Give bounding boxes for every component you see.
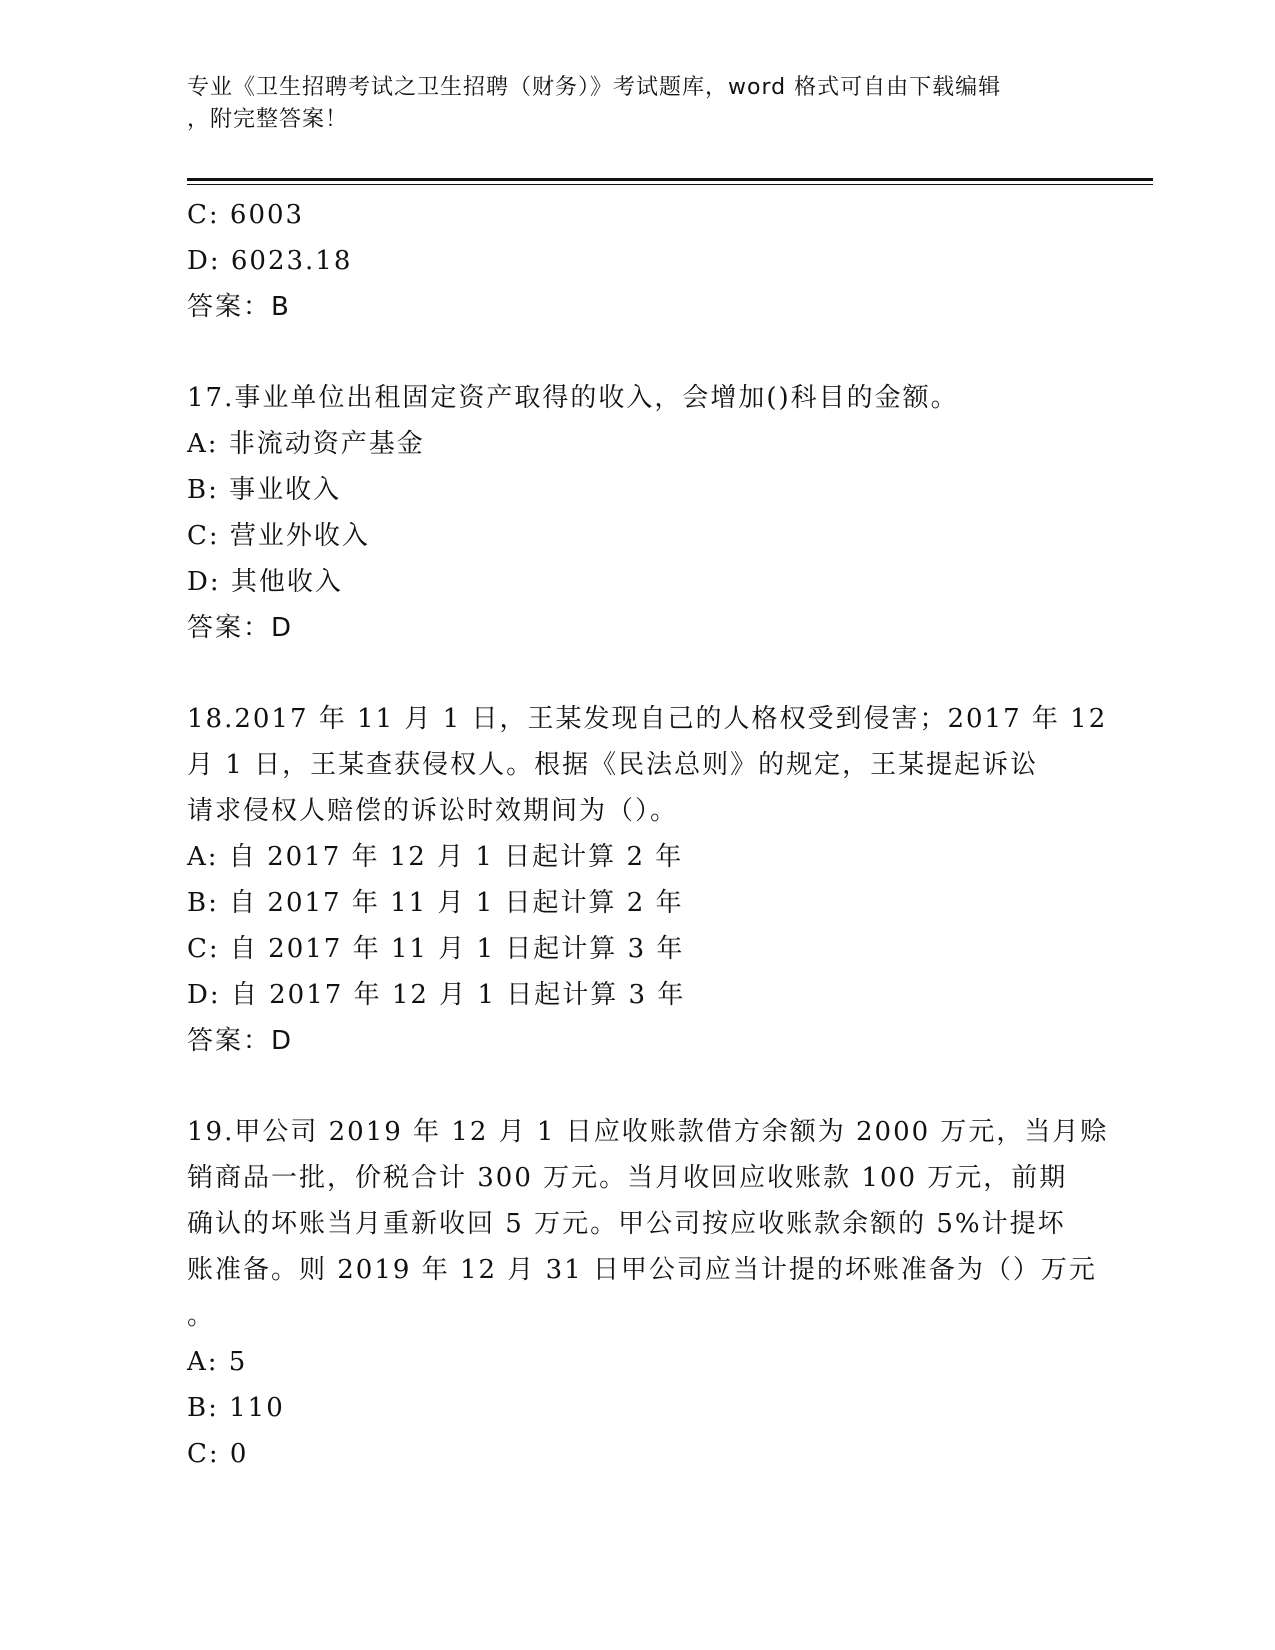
q17-option-a: A: 非流动资产基金 [187, 429, 425, 459]
q19-option-b: B: 110 [187, 1393, 285, 1423]
q17-option-d: D: 其他收入 [187, 567, 343, 597]
q18-text-line-3: 请求侵权人赔偿的诉讼时效期间为（）。 [187, 796, 679, 826]
q17-option-c: C: 营业外收入 [187, 521, 370, 551]
q17-text: 17.事业单位出租固定资产取得的收入，会增加()科目的金额。 [187, 383, 959, 413]
q17-answer: 答案：D [187, 613, 294, 643]
spacer [187, 330, 1087, 375]
q18-option-c: C: 自 2017 年 11 月 1 日起计算 3 年 [187, 934, 685, 964]
q19-text-line-2: 销商品一批，价税合计 300 万元。当月收回应收账款 100 万元，前期 [187, 1163, 1068, 1193]
q19-text-line-5: 。 [187, 1301, 216, 1331]
question-content [187, 192, 1109, 1477]
q17-option-b: B: 事业收入 [187, 475, 342, 505]
document-header [187, 72, 1087, 136]
header-rule-thick [187, 178, 1153, 181]
q19-option-a: A: 5 [187, 1347, 248, 1377]
prev-answer: 答案：B [187, 292, 291, 322]
header-line-1: 专业《卫生招聘考试之卫生招聘（财务）》考试题库，word 格式可自由下载编辑 [187, 75, 1002, 100]
q19-text-line-4: 账准备。则 2019 年 12 月 31 日甲公司应当计提的坏账准备为（）万元 [187, 1255, 1097, 1285]
q18-option-b: B: 自 2017 年 11 月 1 日起计算 2 年 [187, 888, 684, 918]
header-rule-thin [187, 184, 1153, 185]
prev-option-d: D: 6023.18 [187, 246, 353, 276]
q18-option-a: A: 自 2017 年 12 月 1 日起计算 2 年 [187, 842, 684, 872]
spacer [187, 651, 1087, 696]
q19-text-line-3: 确认的坏账当月重新收回 5 万元。甲公司按应收账款余额的 5%计提坏 [187, 1209, 1066, 1239]
header-line-2: ，附完整答案！ [187, 107, 349, 132]
q18-option-d: D: 自 2017 年 12 月 1 日起计算 3 年 [187, 980, 686, 1010]
q18-answer: 答案：D [187, 1026, 294, 1056]
q18-text-line-2: 月 1 日，王某查获侵权人。根据《民法总则》的规定，王某提起诉讼 [187, 750, 1039, 780]
prev-option-c: C: 6003 [187, 200, 305, 230]
q18-text-line-1: 18.2017 年 11 月 1 日，王某发现自己的人格权受到侵害；2017 年 12 [187, 704, 1108, 734]
spacer [187, 1064, 1087, 1109]
q19-option-c: C: 0 [187, 1439, 249, 1469]
q19-text-line-1: 19.甲公司 2019 年 12 月 1 日应收账款借方余额为 2000 万元，当月赊 [187, 1117, 1109, 1147]
